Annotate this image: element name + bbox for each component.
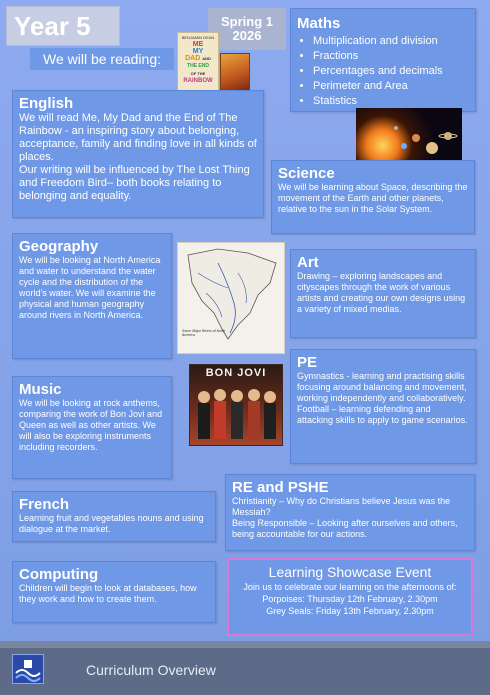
geography-text: We will be looking at North America and water to understand the water cycle and the distribution of the world's water. We will examine the physical and human geography around rivers in North America. [19, 255, 161, 320]
book-title-line3: DAD [185, 55, 201, 62]
re-pshe-text-1: Christianity – Why do Christians believe Jesus was the Messiah? [232, 496, 451, 517]
maths-heading: Maths [297, 15, 341, 32]
pe-section [290, 349, 476, 464]
footer-label: Curriculum Overview [86, 662, 216, 678]
english-section [12, 90, 264, 218]
art-heading: Art [297, 254, 319, 271]
book-cover-image [177, 32, 219, 92]
showcase-text-2: Porpoises: Thursday 12th February, 2.30pm [262, 594, 438, 604]
re-pshe-heading: RE and PSHE [232, 479, 329, 496]
book-title-line6: OF THE [190, 71, 206, 76]
book-title-line5: THE END [187, 63, 209, 69]
book-title-line4: AND [202, 56, 211, 61]
science-heading: Science [278, 165, 335, 182]
showcase-heading: Learning Showcase Event [268, 564, 432, 580]
bon-jovi-album-image [189, 364, 283, 446]
showcase-text-3: Grey Seals: Friday 13th February, 2.30pm [266, 606, 434, 616]
title-box [6, 6, 120, 46]
maths-item: • Percentages and decimals [313, 64, 469, 79]
book-title-line2: MY [192, 48, 204, 55]
maths-item: • Multiplication and division [313, 34, 469, 49]
term-year: 2026 [232, 28, 262, 43]
english-text-1: We will read Me, My Dad and the End of The Rainbow - an inspiring story about belonging, acceptance, family and finding love in all kinds of places. [19, 112, 257, 163]
re-pshe-text-2: Being Responsible – Looking after ourselves and others, being accountable for our actions. [232, 518, 458, 539]
wave-logo-icon [13, 655, 43, 683]
book-title-line7: RAINBOW [183, 78, 213, 84]
english-text-2: Our writing will be influenced by The Lost Thing and Freedom Bird– both books relating to belonging and equality. [19, 164, 250, 202]
footer-bar [0, 641, 490, 695]
pe-text: Gymnastics - learning and practising skills focusing around balancing and movement, working independently and collaboratively. Football – learning defending and attacking skills to apply to game scenarios. [297, 371, 468, 425]
maths-section [290, 8, 476, 112]
term-label: Spring 1 [220, 14, 273, 29]
term-box [208, 8, 286, 50]
maths-item: • Fractions [313, 49, 469, 64]
reading-label: We will be reading: [30, 48, 174, 70]
music-section [12, 376, 172, 479]
science-section [271, 160, 475, 234]
computing-section [12, 561, 216, 623]
geography-section [12, 233, 172, 359]
geography-heading: Geography [19, 238, 99, 255]
page-title: Year 5 [14, 11, 91, 41]
book-author: BENJAMIN DEAN [181, 35, 215, 40]
second-book-image [220, 53, 250, 91]
map-caption: Some Major Rivers of North America [182, 329, 226, 337]
music-text: We will be looking at rock anthems, comparing the work of Bon Jovi and Queen as well as other artists. We will also be exploring instruments including recorders. [19, 398, 163, 452]
showcase-text-1: Join us to celebrate our learning on the afternoons of: [243, 582, 457, 592]
pe-heading: PE [297, 354, 318, 371]
maths-list [297, 34, 469, 109]
band-members-icon [190, 379, 283, 445]
french-text: Learning fruit and vegetables nouns and using dialogue at the market. [19, 513, 204, 534]
north-america-map-image [177, 242, 285, 354]
learning-showcase-box [227, 558, 473, 636]
art-text: Drawing – exploring landscapes and cityscapes through the work of various artists and creating our own designs using a variety of mixed medias. [297, 271, 466, 314]
computing-heading: Computing [19, 566, 99, 583]
map-icon [178, 243, 285, 354]
music-heading: Music [19, 381, 62, 398]
footer-top-strip [0, 641, 490, 648]
art-section [290, 249, 476, 338]
re-pshe-section [225, 474, 475, 551]
school-logo-icon [12, 654, 44, 684]
maths-item: • Statistics [313, 94, 469, 109]
book-title-line1: ME [192, 41, 204, 48]
english-heading: English [19, 95, 74, 112]
computing-text: Children will begin to look at databases, how they work and how to create them. [19, 583, 197, 604]
science-text: We will be learning about Space, describing the movement of the Earth and other planets, relative to the sun in the Solar System. [278, 182, 468, 214]
french-heading: French [19, 496, 70, 513]
album-title: BON JOVI [205, 367, 267, 379]
maths-item: • Perimeter and Area [313, 79, 469, 94]
french-section [12, 491, 216, 542]
